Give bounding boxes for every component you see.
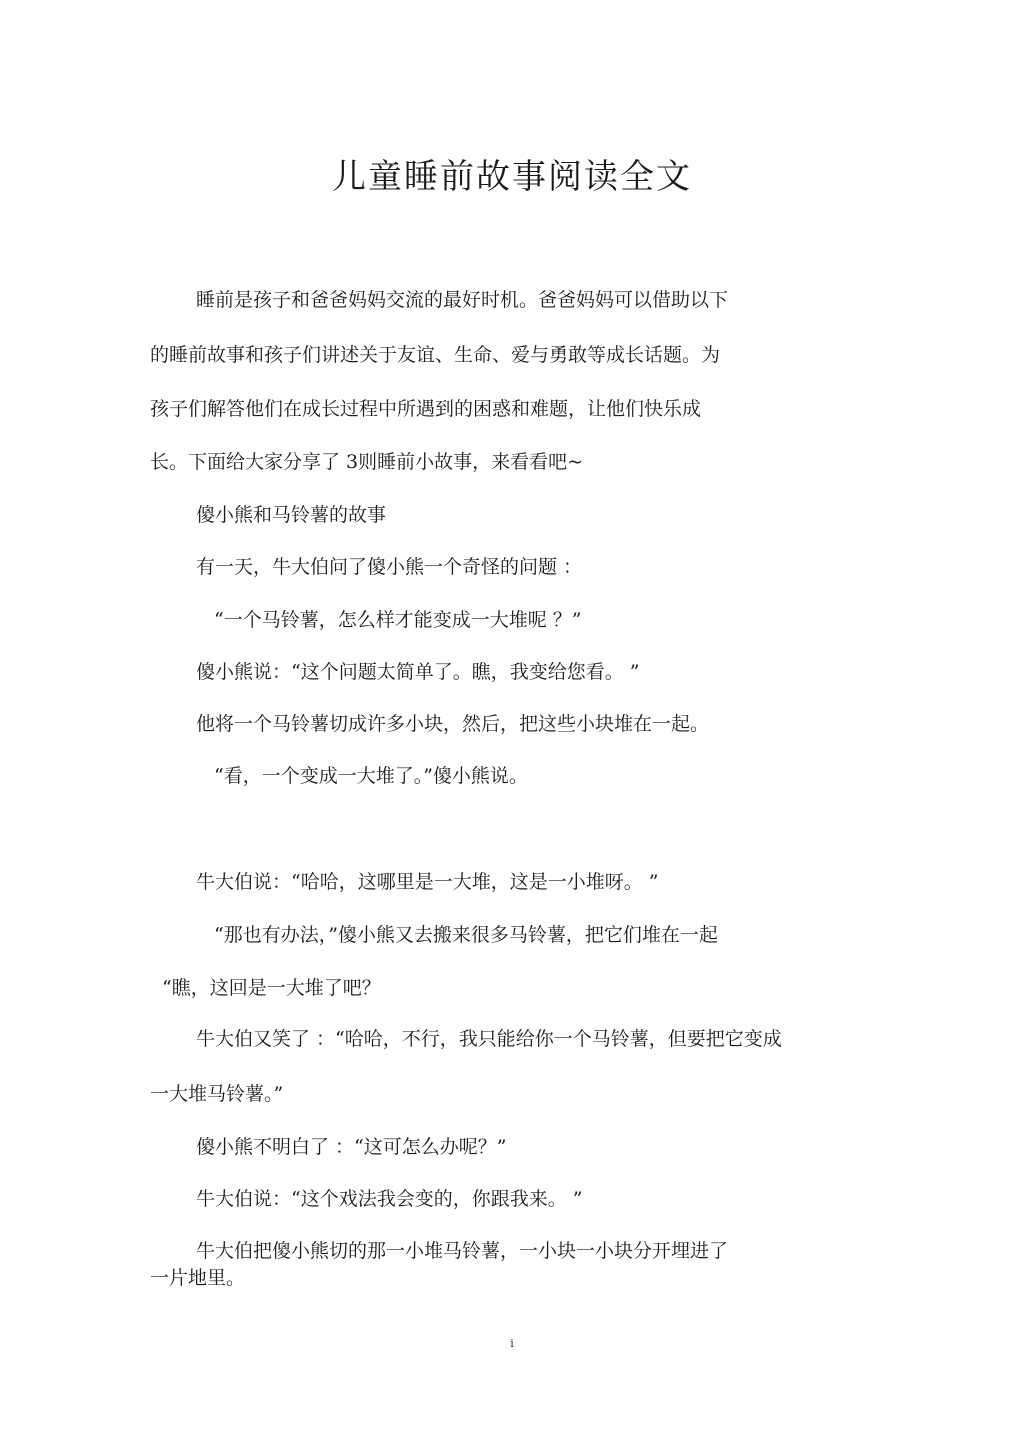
paragraph-line: 牛大伯说：“哈哈，这哪里是一大堆，这是一小堆呀。 ”: [196, 871, 659, 893]
paragraph-line: 牛大伯把傻小熊切的那一小堆马铃薯，一小块一小块分开埋进了: [196, 1240, 729, 1262]
paragraph-line: 傻小熊不明白了 ：“这可怎么办呢？”: [196, 1136, 507, 1158]
paragraph-line: 孩子们解答他们在成长过程中所遇到的困惑和难题，让他们快乐成: [150, 398, 702, 420]
paragraph-line: 长。下面给大家分享了 3则睡前小故事，来看看吧~: [150, 451, 584, 473]
paragraph-line: 傻小熊说：“这个问题太简单了。瞧，我变给您看。 ”: [196, 661, 640, 683]
paragraph-line: “瞧，这回是一大堆了吧？: [162, 977, 381, 999]
paragraph-line: 一大堆马铃薯。”: [150, 1083, 284, 1105]
page-number: i: [510, 1337, 514, 1350]
document-title: 儿童睡前故事阅读全文: [332, 157, 692, 197]
paragraph-line: 牛大伯又笑了 ：“哈哈，不行，我只能给你一个马铃薯，但要把它变成: [196, 1028, 782, 1050]
paragraph-line: 有一天，牛大伯问了傻小熊一个奇怪的问题 ：: [196, 556, 583, 578]
paragraph-line: “那也有办法，”傻小熊又去搬来很多马铃薯，把它们堆在一起: [214, 924, 718, 946]
paragraph-line: 的睡前故事和孩子们讲述关于友谊、生命、爱与勇敢等成长话题。为: [150, 344, 721, 366]
story-heading: 傻小熊和马铃薯的故事: [196, 504, 387, 526]
paragraph-line: “一个马铃薯，怎么样才能变成一大堆呢 ？”: [214, 609, 582, 631]
paragraph-line: “看，一个变成一大堆了。”傻小熊说。: [214, 765, 528, 787]
paragraph-line: 一片地里。: [150, 1267, 246, 1289]
paragraph-line: 牛大伯说：“这个戏法我会变的，你跟我来。 ”: [196, 1188, 583, 1210]
paragraph-line: 他将一个马铃薯切成许多小块，然后，把这些小块堆在一起。: [196, 713, 710, 735]
paragraph-line: 睡前是孩子和爸爸妈妈交流的最好时机。爸爸妈妈可以借助以下: [196, 289, 729, 311]
